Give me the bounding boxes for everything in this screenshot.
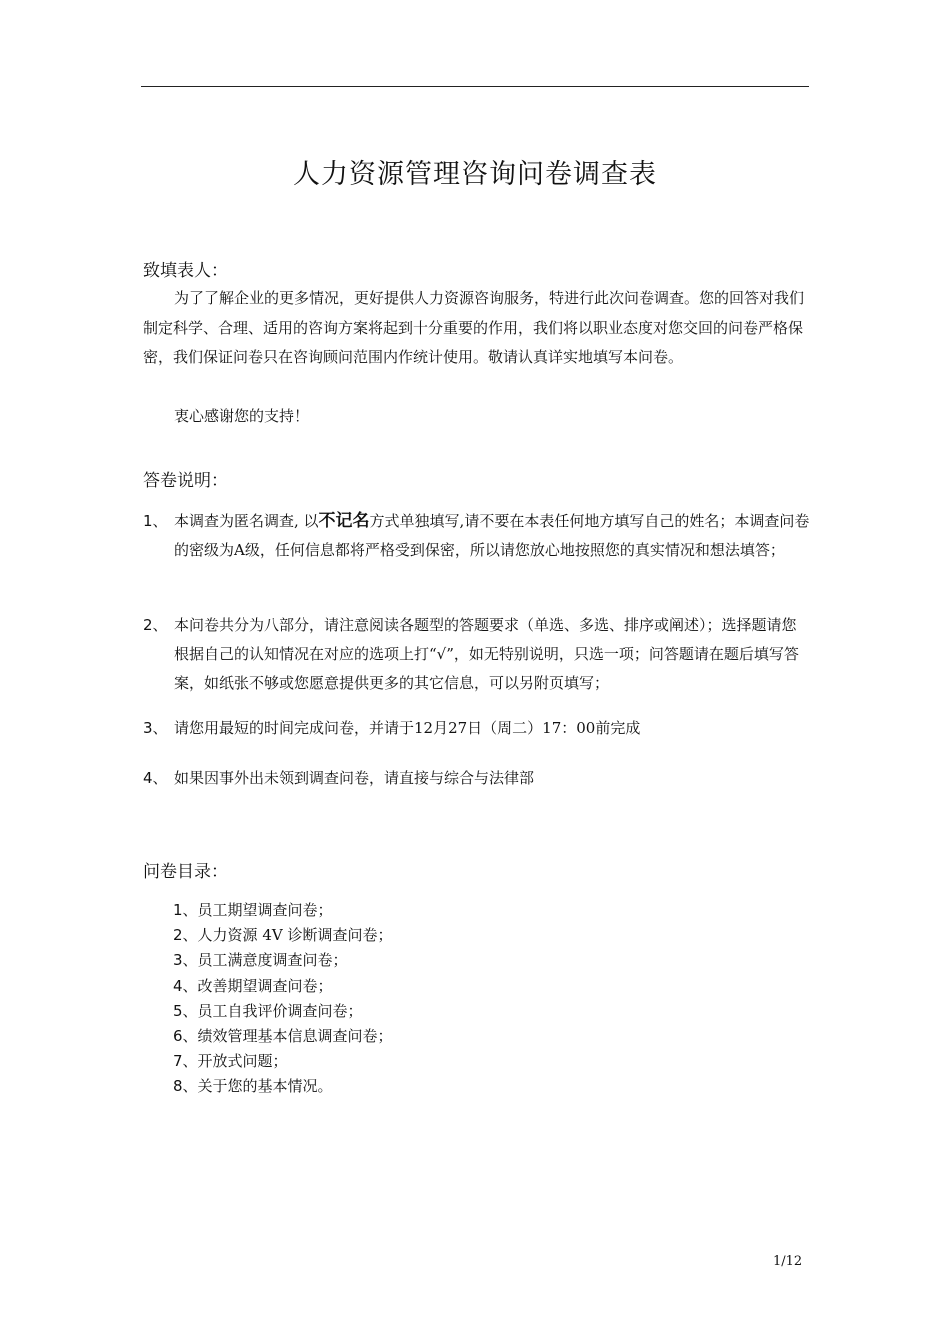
contents-list bbox=[173, 898, 393, 1100]
item-number: 3、 bbox=[143, 719, 168, 737]
item-number: 2、 bbox=[143, 616, 168, 634]
thanks-text: 衷心感谢您的支持！ bbox=[174, 407, 310, 425]
item-text: 请您用最短的时间完成问卷，并请于12月27日（周二）17：00前完成 bbox=[174, 719, 641, 737]
list-item: 1、员工期望调查问卷； bbox=[173, 901, 333, 919]
list-item: 4、改善期望调查问卷； bbox=[173, 976, 333, 995]
item-number: 1、 bbox=[143, 512, 168, 530]
instruction-item-3 bbox=[143, 714, 811, 743]
header-rule bbox=[141, 86, 809, 87]
intro-paragraph bbox=[143, 284, 811, 373]
greeting: 致填表人： bbox=[143, 261, 228, 281]
thanks-line bbox=[143, 402, 811, 432]
item-text: 本调查为匿名调查, 以 bbox=[174, 512, 319, 530]
intro-text: 为了了解企业的更多情况，更好提供人力资源咨询服务，特进行此次问卷调查。您的回答对我们制定科学、合理、适用的咨询方案将起到十分重要的作用，我们将以职业态度对您交回的问卷严格保密，我们保证问卷只在咨询顾问范围内作统计使用。敬请认真详实地填写本问卷。 bbox=[143, 289, 805, 366]
contents-heading: 问卷目录： bbox=[143, 862, 228, 882]
list-item: 8、关于您的基本情况。 bbox=[173, 1077, 333, 1096]
list-item: 5、员工自我评价调查问卷； bbox=[173, 1001, 363, 1020]
instruction-item-4 bbox=[143, 764, 811, 793]
item-text: 方式单独填写,请不要在本表任何地方填写自己的姓名；本调查问卷的密级为A级，任何信息都将严格受到保密，所以请您放心地按照您的真实情况和想法填答； bbox=[174, 512, 810, 559]
document-title: 人力资源管理咨询问卷调查表 bbox=[293, 159, 657, 190]
page-number: 1/12 bbox=[773, 1254, 803, 1269]
list-item: 3、员工满意度调查问卷； bbox=[173, 951, 348, 970]
emphasis-text: 不记名 bbox=[318, 511, 370, 531]
item-text: 如果因事外出未领到调查问卷，请直接与综合与法律部 bbox=[174, 769, 535, 787]
list-item: 6、绩效管理基本信息调查问卷； bbox=[173, 1027, 393, 1046]
list-item: 2、人力资源 4V 诊断调查问卷； bbox=[173, 926, 393, 945]
item-number: 4、 bbox=[143, 769, 168, 787]
item-text: 本问卷共分为八部分，请注意阅读各题型的答题要求（单选、多选、排序或阐述）；选择题请您根据自己的认知情况在对应的选项上打“√”，如无特别说明，只选一项；问答题请在题后填写答案，如纸张不够或您愿意提供更多的其它信息，可以另附页填写； bbox=[174, 616, 799, 692]
instructions-heading: 答卷说明： bbox=[143, 471, 228, 491]
instruction-item-1 bbox=[143, 507, 811, 565]
instruction-item-2 bbox=[143, 611, 811, 698]
list-item: 7、开放式问题； bbox=[173, 1052, 288, 1071]
